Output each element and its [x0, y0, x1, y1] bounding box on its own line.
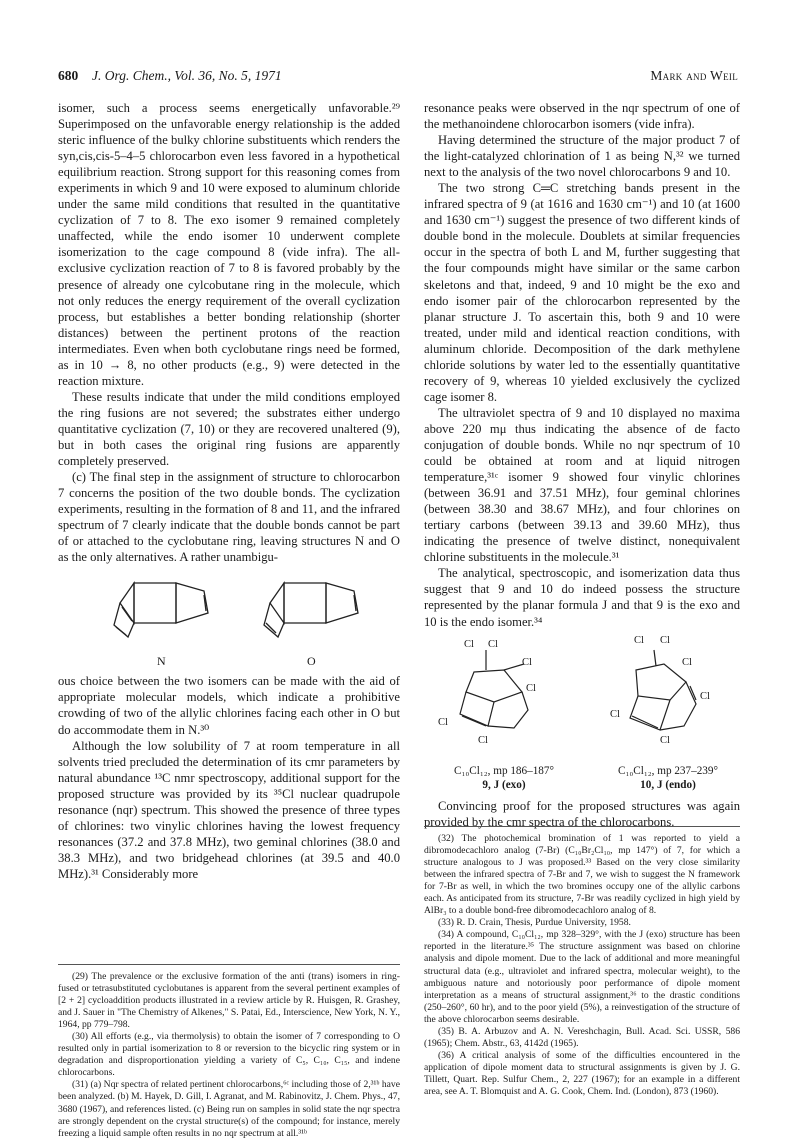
- paragraph: Convincing proof for the proposed structures was again provided by the cmr spectra of the chlorocarbons.: [424, 798, 740, 829]
- footnote: (33) R. D. Crain, Thesis, Purdue University, 1958.: [438, 917, 631, 929]
- chlorine-label: Cl: [522, 656, 532, 668]
- chlorine-label: Cl: [660, 634, 670, 646]
- structure-label-n: N: [157, 654, 166, 669]
- footnote-rule: [424, 826, 740, 827]
- running-header: [58, 68, 738, 88]
- right-ring-o: [326, 583, 358, 623]
- left-ring-n: [120, 583, 134, 623]
- footnote: (34) A compound, C₁₀Cl₁₂, mp 328–329°, with the J (exo) structure has been reported in the literature.³⁵ The structure assignment was based on chlorine analysis and dipole moment. Due to the lack of additional and more meaningful structural data (e.g., ultraviolet and infrared spectra, molecular weight), to the ambiguous nature and notoriously poor performance of dipole moment interpretation as a means of structural assignment,³⁶ to the drastic conditions (250–260°, 60 hr), and to the poor yield (5%), a reinvestigation of the structure of the above chlorocarbon seems desirable.: [424, 929, 740, 1025]
- left-ring-o: [270, 583, 284, 623]
- caption-exo-label: 9, J (exo): [482, 778, 526, 791]
- footnotes-left: [58, 958, 400, 1140]
- caption-endo-label: 10, J (endo): [640, 778, 696, 791]
- chlorocarbon-structures-figure: [424, 630, 740, 798]
- structure-drawings: [58, 565, 400, 673]
- paragraph: These results indicate that under the mild conditions employed the ring fusions are not severed; the substrates either undergo quantitative cyclization (7, 10) or they are recovered unaltered (9), but in both cases the original ring fusions are apparently completely preserved.: [58, 389, 400, 469]
- paragraph: Having determined the structure of the major product 7 of the light-catalyzed chlorination of 1 as being N,³² we turned next to the analysis of the two novel chlorocarbons 9 and 10.: [424, 133, 740, 180]
- footnotes-right: [424, 820, 740, 1098]
- chlorine-label: Cl: [438, 716, 448, 728]
- paragraph: The analytical, spectroscopic, and isomerization data thus suggest that 9 and 10 do indeed possess the structure represented by the planar formula J and that 9 is the exo and 10 is the endo isomer.³⁴: [424, 566, 740, 629]
- footnote: (32) The photochemical bromination of 1 was reported to yield a dibromodecachloro analog (7-Br) (C₁₀Br₂Cl₁₀, mp 147°) of 7, for which a structure analogous to J was proposed.³³ Based on the very close similarity between the infrared spectra of 7-Br and 7, we wish to suggest the N framework for 7-Br as well, in which the two bromines occupy one of the allylic carbons each. As anticipated from its structure, 7-Br was readily cyclized in high yield by AlBr₃ to a double bond-free dibromodecachloro analog of 8.: [424, 833, 740, 917]
- chlorine-label: Cl: [526, 682, 536, 694]
- endo-cage-upper: [636, 664, 686, 700]
- paragraph: (c) The final step in the assignment of structure to chlorocarbon 7 concerns the position of the two double bonds. The cyclization experiments, resulting in the formation of 8 and 11, and the infrared spectrum of 7 clearly indicate that the double bonds cannot be part of or attached to the cyclobutane ring, leaving structures N and O as the only alternatives. A rather unambigu-: [58, 470, 400, 565]
- caption-endo-formula: C₁₀Cl₁₂, mp 237–239°: [618, 764, 718, 777]
- footnote: (30) All efforts (e.g., via thermolysis) to obtain the isomer of 7 corresponding to O resulted only in partial isomerization to 8 or reversion to the bicyclic ring system or in degradation and disproportionation yielding a variety of C₅, C₁₀, C₁₅, and indene chlorocarbons.: [58, 1031, 400, 1079]
- right-column: [424, 100, 740, 830]
- structures-n-o-figure: [58, 565, 400, 673]
- footnote: (29) The prevalence or the exclusive formation of the anti (trans) isomers in ring-fused or tetrasubstituted cyclobutanes is apparent from the several pertinent examples of [2 + 2] cycloaddition products illustrated in a review article by R. Huisgen, R. Grashey, and J. Sauer in "The Chemistry of Alkenes," S. Patai, Ed., Interscience, New York, N. Y., 1964, pp 779–798.: [58, 971, 400, 1031]
- page-number: 680: [58, 68, 79, 83]
- footnote: (31) (a) Nqr spectra of related pertinent chlorocarbons,⁶ᶜ including those of 2,³¹ᵇ have been analyzed. (b) M. Hayek, D. Gill, I. Agranat, and M. Rabinovitz, J. Chem. Phys., 47, 3680 (1967), and references listed. (c) Being run on samples in solid state the nqr spectra are strongly dependent on the crystal structure(s) of the compound; for instance, merely freezing a liquid sample often results in no nqr spectrum at all.³¹ᵇ: [58, 1079, 400, 1139]
- chlorine-label: Cl: [478, 734, 488, 746]
- paragraph: isomer, such a process seems energetically unfavorable.²⁹ Superimposed on the unfavorable energy relationship is the added steric influence of the bulky chlorine substituents which renders the syn,cis,cis-5–4–5 chlorocarbon even less favored in a hypothetical equilibrium reaction. Strong support for this reasoning comes from experiments in which 9 and 10 were exposed to aluminum chloride under the same mild conditions that resulted in the quantitative cyclization of 7 to 8. The exo isomer 9 remained completely unaffected, while the endo isomer 10 underwent complete isomerization to the cage compound 8 (vide infra). The all-exclusive cyclization reaction of 7 to 8 is favored probably by the presence of already one cylcobutane ring in the molecule, which not only reduces the energy requirement of the overall cyclization process, but establishes a better bonding relationship (shorter distances) between the pertinent protons of the reaction intermediates. Even when both cyclobutane rings need be formed, as in 10 → 8, no other products (e.g., 9) were detected in the reaction mixture.: [58, 101, 400, 388]
- chlorine-label: Cl: [634, 634, 644, 646]
- chlorine-label: Cl: [700, 690, 710, 702]
- journal-citation: J. Org. Chem., Vol. 36, No. 5, 1971: [92, 68, 282, 83]
- right-ring-n: [176, 583, 208, 623]
- paragraph: The ultraviolet spectra of 9 and 10 displayed no maxima above 220 mμ thus indicating the absence of de facto conjugation of double bonds. While no nqr spectrum of 10 could be obtained at room and at liquid nitrogen temperature,³¹ᶜ isomer 9 showed four vinylic chlorines (between 36.91 and 37.51 MHz), four geminal chlorines (between 38.30 and 38.67 MHz), and four chlorines on tertiary carbons (between 39.13 and 39.60 MHz), thus indicating the presence of twelve distinct, nonequivalent chlorine substituents in the molecule.³¹: [424, 405, 740, 565]
- structure-label-o: O: [307, 654, 316, 669]
- cyclobutane-ring-o: [284, 583, 326, 623]
- chlorine-label: Cl: [488, 638, 498, 650]
- footnote: (36) A critical analysis of some of the difficulties encountered in the application of dipole moment data to structural assignments is given by J. G. Tillett, Quart. Rep. Sulfur Chem., 2, 227 (1967); for an example in a different area, see A. T. Blomquist and A. G. Cook, Chem. Ind. (London), 873 (1960).: [424, 1049, 740, 1097]
- cyclobutane-ring-n: [134, 583, 176, 623]
- exo-cage-upper: [466, 670, 522, 702]
- footnote-rule: [58, 964, 400, 965]
- chlorine-label: Cl: [660, 734, 670, 746]
- paragraph: The two strong C═C stretching bands present in the infrared spectra of 9 (at 1616 and 1630 cm⁻¹) and 10 (at 1600 and 1630 cm⁻¹) suggest the presence of two different kinds of double bond in the molecule. Doublets at similar frequencies occur in the spectra of both L and M, further suggesting that the four compounds might have similar or the same carbon skeletons and that, indeed, 9 and 10 might be the exo and endo isomer pair of the chlorocarbon represented by the planar structure J. To ascertain this, both 9 and 10 were treated, under mild and identical reaction conditions, with aluminum chloride. Decomposition of the dark methylene chloride solutions by water led to the essentially quantitative recovery of 9, whereas 10 yielded exclusively the cyclized cage isomer 8.: [424, 181, 740, 404]
- paragraph: Although the low solubility of 7 at room temperature in all solvents tried precluded the determination of its cmr parameters by natural abundance ¹³C nmr spectroscopy, additional support for the proposed structure was provided by its ³⁵Cl nuclear quadrupole resonance (nqr) spectrum. This showed the presence of three types of chlorines: two vinylic chlorines having the lowest frequency resonances (37.2 and 37.8 MHz), two geminal chlorines (38.0 and 38.3 MHz), and two bridgehead chlorines (at 39.5 and 40.0 MHz).³¹ Considerably more: [58, 738, 400, 881]
- chlorine-label: Cl: [682, 656, 692, 668]
- footnote: (35) B. A. Arbuzov and A. N. Vereshchagin, Bull. Acad. Sci. USSR, 586 (1965); Chem. Abstr., 63, 4142d (1965).: [424, 1025, 740, 1049]
- chlorine-label: Cl: [610, 708, 620, 720]
- paragraph: ous choice between the two isomers can be made with the aid of appropriate molecular models, which indicate a prohibitive crowding of two of the allylic chlorines facing each other in O but do accommodate them in N.³⁰: [58, 674, 400, 737]
- left-column: [58, 100, 400, 882]
- chlorine-label: Cl: [464, 638, 474, 650]
- paragraph: resonance peaks were observed in the nqr spectrum of one of the methanoindene chlorocarbon isomers (vide infra).: [424, 101, 740, 132]
- running-authors: Mark and Weil: [650, 68, 738, 83]
- caption-exo-formula: C₁₀Cl₁₂, mp 186–187°: [454, 764, 554, 777]
